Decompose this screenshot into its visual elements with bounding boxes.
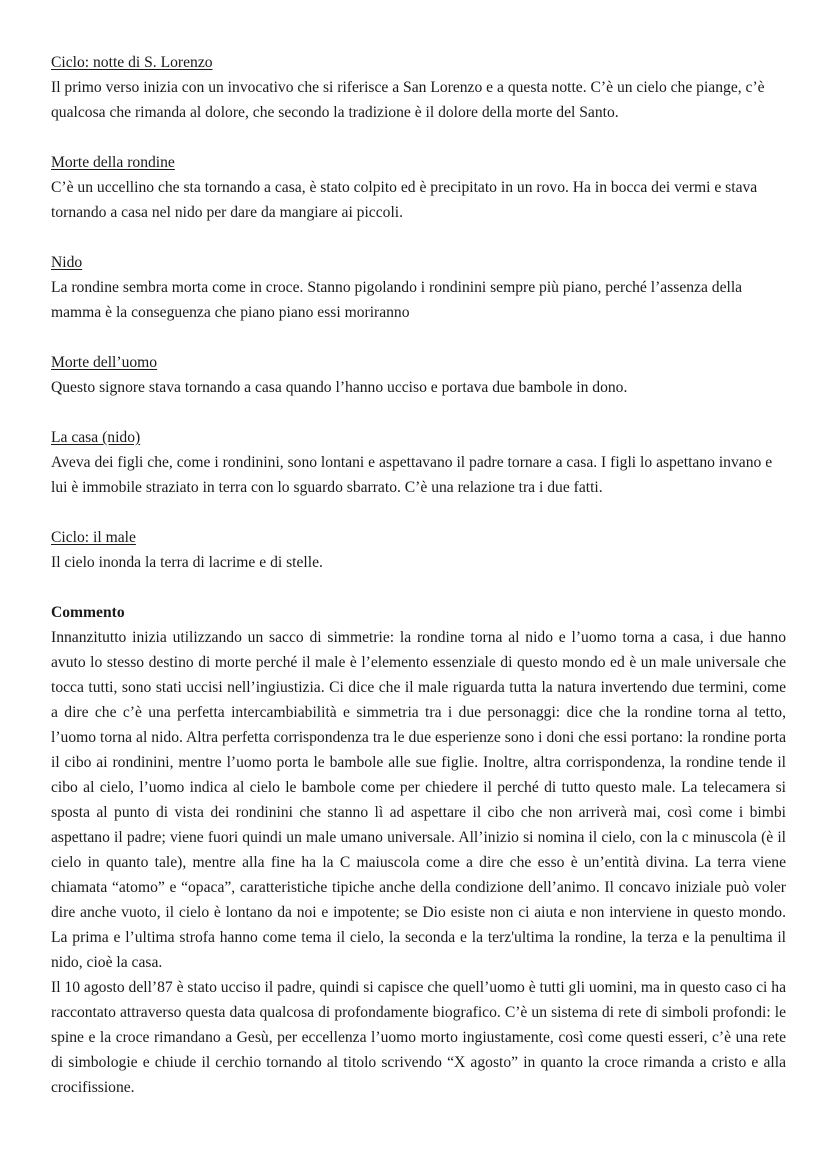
section-text: Il primo verso inizia con un invocativo che si riferisce a San Lorenzo e a questa notte. C’è un cielo che piange, c’è qualcosa che rimanda al dolore, che secondo la tradizione è il dolore della morte del Santo.	[51, 79, 765, 121]
section-casa-nido	[51, 425, 786, 500]
section-notte-san-lorenzo	[51, 50, 786, 125]
section-ciclo-male	[51, 525, 786, 575]
section-heading: Morte della rondine	[51, 154, 175, 171]
section-text: Questo signore stava tornando a casa quando l’hanno ucciso e portava due bambole in dono.	[51, 379, 628, 396]
document-page	[51, 50, 786, 1100]
section-text: C’è un uccellino che sta tornando a casa, è stato colpito ed è precipitato in un rovo. Ha in bocca dei vermi e stava tornando a casa nel nido per dare da mangiare ai piccoli.	[51, 179, 758, 221]
section-text: Aveva dei figli che, come i rondinini, sono lontani e aspettavano il padre tornare a casa. I figli lo aspettano invano e lui è immobile straziato in terra con lo sguardo sbarrato. C’è una relazione tra i due fatti.	[51, 454, 773, 496]
section-commento	[51, 600, 786, 1100]
section-heading: Ciclo: il male	[51, 529, 136, 546]
section-heading: Nido	[51, 254, 83, 271]
section-heading: Morte dell’uomo	[51, 354, 158, 371]
comment-heading: Commento	[51, 604, 125, 621]
section-text: La rondine sembra morta come in croce. Stanno pigolando i rondinini sempre più piano, perché l’assenza della mamma è la conseguenza che piano piano essi moriranno	[51, 279, 743, 321]
comment-paragraph-2: Il 10 agosto dell’87 è stato ucciso il padre, quindi si capisce che quell’uomo è tutti gli uomini, ma in questo caso ci ha raccontato attraverso questa data qualcosa di profondamente biografico. C’è un sistema di rete di simboli profondi: le spine e la croce rimandano a Gesù, per eccellenza l’uomo morto ingiustamente, così come questi esseri, c’è una rete di simbologie e chiude il cerchio tornando al titolo scrivendo “X agosto” in quanto la croce rimanda a cristo e alla crocifissione.	[51, 979, 786, 1096]
section-morte-rondine	[51, 150, 786, 225]
section-heading: Ciclo: notte di S. Lorenzo	[51, 54, 213, 71]
section-nido	[51, 250, 786, 325]
comment-paragraph-1: Innanzitutto inizia utilizzando un sacco di simmetrie: la rondine torna al nido e l’uomo torna a casa, i due hanno avuto lo stesso destino di morte perché il male è l’elemento essenziale di questo mondo ed è un male universale che tocca tutti, sono stati uccisi nell’ingiustizia. Ci dice che il male riguarda tutta la natura invertendo due termini, come a dire che c’è una perfetta intercambiabilità e simmetria tra i due personaggi: dice che la rondine torna al tetto, l’uomo torna al nido. Altra perfetta corrispondenza tra le due esperienze sono i doni che essi portano: la rondine porta il cibo ai rondinini, mentre l’uomo porta le bambole alle sue figlie. Inoltre, altra corrispondenza, la rondine tende il cibo al cielo, l’uomo indica al cielo le bambole come per chiedere il perché di tutto questo male. La telecamera si sposta al punto di vista dei rondinini che stanno lì ad aspettare il cibo che non arriverà mai, così come i bimbi aspettano il padre; viene fuori quindi un male umano universale. All’inizio si nomina il cielo, con la c minuscola (è il cielo in quanto tale), mentre alla fine ha la C maiuscola come a dire che esso è un’entità divina. La terra viene chiamata “atomo” e “opaca”, caratteristiche tipiche anche della condizione dell’animo. Il concavo iniziale può voler dire anche vuoto, il cielo è lontano da noi e impotente; se Dio esiste non ci aiuta e non interviene in questo mondo. La prima e l’ultima strofa hanno come tema il cielo, la seconda e la terz'ultima la rondine, la terza e la penultima il nido, cioè la casa.	[51, 629, 786, 971]
section-text: Il cielo inonda la terra di lacrime e di stelle.	[51, 554, 323, 571]
section-morte-uomo	[51, 350, 786, 400]
section-heading: La casa (nido)	[51, 429, 141, 446]
